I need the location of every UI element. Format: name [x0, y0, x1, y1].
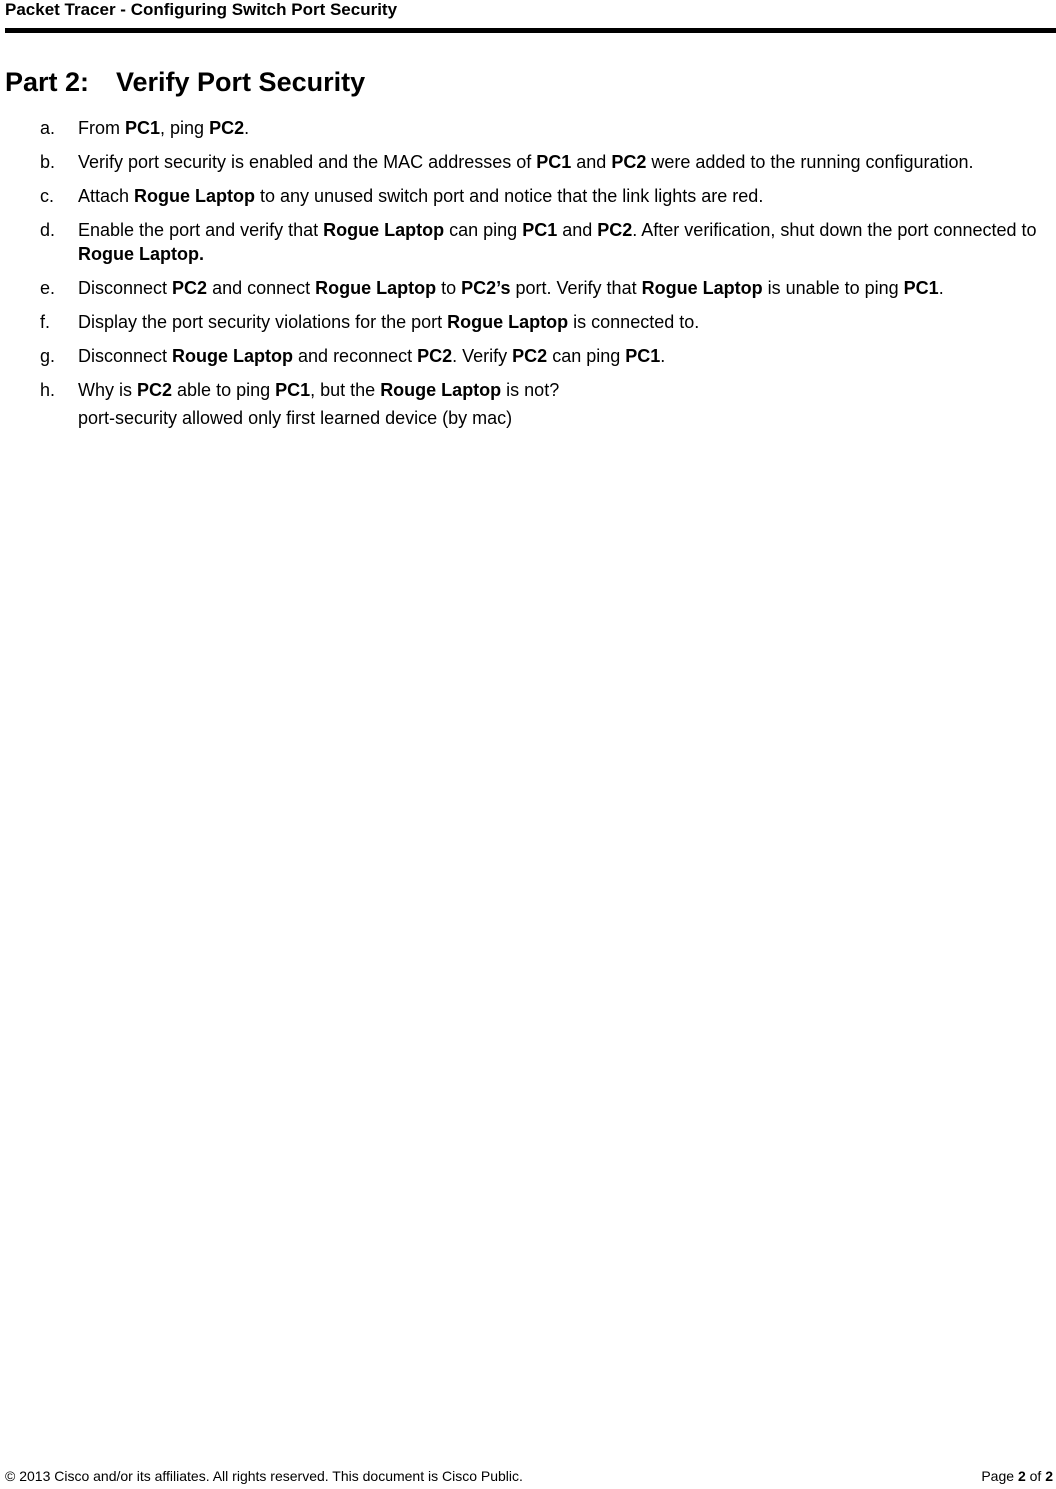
text-run: were added to the running configuration.: [646, 152, 974, 172]
step-marker: b.: [40, 152, 56, 172]
emphasis-term: PC1: [536, 152, 572, 172]
step-text: [78, 346, 665, 366]
step-marker: g.: [40, 346, 56, 366]
emphasis-term: PC1: [522, 220, 558, 240]
step-text: [78, 220, 1037, 264]
text-run: .: [244, 118, 250, 138]
text-run: Enable the port and verify that: [78, 220, 324, 240]
text-run: is not?: [501, 380, 560, 400]
text-run: and reconnect: [293, 346, 418, 366]
text-run: . Verify: [452, 346, 513, 366]
step-marker: h.: [40, 380, 56, 400]
part-number: Part 2:: [5, 67, 90, 97]
text-run: and: [557, 220, 598, 240]
emphasis-term: PC2: [597, 220, 633, 240]
list-item: [40, 150, 1040, 174]
text-run: .: [938, 278, 944, 298]
section-heading: [5, 66, 365, 98]
step-marker: e.: [40, 278, 56, 298]
text-run: , but the: [310, 380, 381, 400]
step-marker: c.: [40, 186, 55, 206]
emphasis-term: PC2: [209, 118, 245, 138]
emphasis-term: PC2: [172, 278, 208, 298]
document-title: Packet Tracer - Configuring Switch Port Security: [5, 0, 398, 19]
list-item: [40, 378, 1040, 402]
emphasis-term: PC2: [137, 380, 173, 400]
list-item: [40, 184, 1040, 208]
page-header: [5, 0, 1056, 33]
text-run: port. Verify that: [510, 278, 642, 298]
emphasis-term: PC2’s: [461, 278, 511, 298]
step-marker: d.: [40, 220, 56, 240]
list-item: [40, 218, 1040, 266]
text-run: . After verification, shut down the port connected to: [632, 220, 1037, 240]
emphasis-term: PC2: [417, 346, 453, 366]
text-run: to any unused switch port and notice that the link lights are red.: [255, 186, 764, 206]
step-list: [40, 116, 1040, 430]
emphasis-term: PC2: [611, 152, 647, 172]
text-run: can ping: [444, 220, 523, 240]
text-run: Disconnect: [78, 346, 173, 366]
emphasis-term: Rouge Laptop: [380, 380, 502, 400]
step-text: [78, 152, 974, 172]
step-text: [78, 278, 944, 298]
page-label: Page: [981, 1468, 1018, 1484]
emphasis-term: Rouge Laptop: [172, 346, 294, 366]
emphasis-term: Rogue Laptop.: [78, 244, 204, 264]
page-of: of: [1025, 1468, 1046, 1484]
list-item: [40, 116, 1040, 140]
text-run: can ping: [547, 346, 626, 366]
text-run: Verify port security is enabled and the MAC addresses of: [78, 152, 537, 172]
text-run: and connect: [207, 278, 316, 298]
step-text: [78, 118, 249, 138]
text-run: is connected to.: [568, 312, 700, 332]
text-run: Display the port security violations for the port: [78, 312, 448, 332]
step-text: [78, 186, 763, 206]
page-current: 2: [1017, 1468, 1026, 1484]
text-run: Why is: [78, 380, 138, 400]
answer-text: port-security allowed only first learned device (by mac): [78, 408, 513, 428]
text-run: Disconnect: [78, 278, 173, 298]
text-run: is unable to ping: [762, 278, 904, 298]
section-title: Verify Port Security: [116, 67, 366, 97]
page-total: 2: [1045, 1468, 1053, 1484]
step-text: [78, 312, 699, 332]
text-run: From: [78, 118, 125, 138]
emphasis-term: Rogue Laptop: [447, 312, 569, 332]
text-run: , ping: [160, 118, 210, 138]
emphasis-term: Rogue Laptop: [323, 220, 445, 240]
emphasis-term: Rogue Laptop: [315, 278, 437, 298]
emphasis-term: PC2: [512, 346, 548, 366]
emphasis-term: Rogue Laptop: [641, 278, 763, 298]
list-item: [40, 310, 1040, 334]
text-run: Attach: [78, 186, 135, 206]
copyright-notice: © 2013 Cisco and/or its affiliates. All rights reserved. This document is Cisco Public.: [5, 1468, 523, 1484]
emphasis-term: Rogue Laptop: [134, 186, 256, 206]
step-text: [78, 380, 559, 400]
emphasis-term: PC1: [903, 278, 939, 298]
emphasis-term: PC1: [625, 346, 661, 366]
list-item: [40, 344, 1040, 368]
step-marker: a.: [40, 118, 56, 138]
text-run: able to ping: [172, 380, 276, 400]
text-run: to: [436, 278, 462, 298]
emphasis-term: PC1: [125, 118, 161, 138]
emphasis-term: PC1: [275, 380, 311, 400]
step-marker: f.: [40, 312, 51, 332]
text-run: and: [571, 152, 612, 172]
text-run: .: [660, 346, 666, 366]
list-item: [40, 276, 1040, 300]
page-number: [981, 1467, 1053, 1485]
